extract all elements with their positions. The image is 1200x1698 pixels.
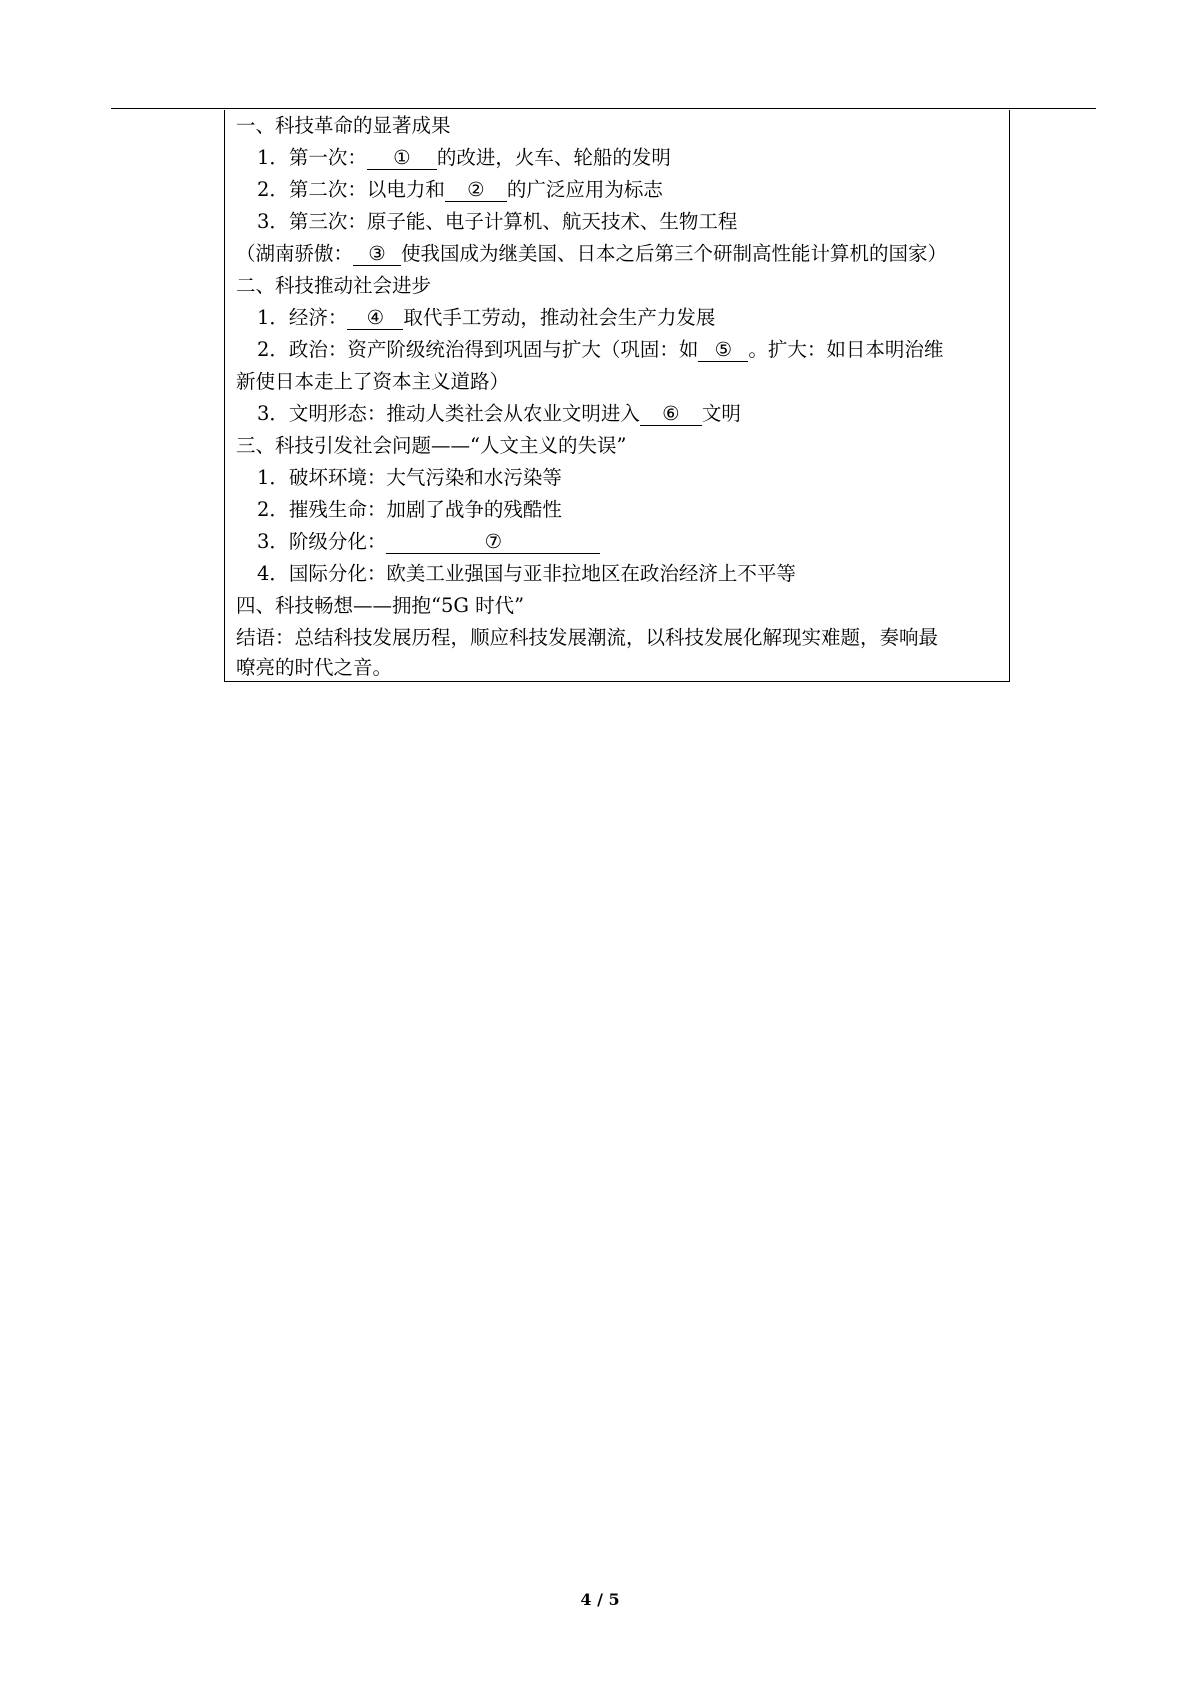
fill-blank: ① bbox=[367, 147, 437, 170]
list-item bbox=[257, 498, 562, 522]
fill-blank: ⑤ bbox=[698, 339, 748, 362]
fill-blank: ⑦ bbox=[386, 531, 600, 554]
note-text: （湖南骄傲： bbox=[236, 242, 354, 265]
list-item bbox=[257, 562, 796, 586]
section-heading: 二、科技推动社会进步 bbox=[236, 274, 432, 297]
item-text: 1．破坏环境：大气污染和水污染等 bbox=[257, 466, 562, 489]
fill-blank: ⑥ bbox=[640, 403, 702, 426]
page-number: 4 / 5 bbox=[580, 1590, 620, 1609]
item-text: 的改进，火车、轮船的发明 bbox=[436, 146, 671, 169]
section-heading: 四、科技畅想——拥抱“5G 时代” bbox=[236, 594, 525, 617]
section-heading: 三、科技引发社会问题——“人文主义的失误” bbox=[236, 434, 627, 457]
list-item bbox=[257, 338, 943, 362]
item-text: 3．第三次：原子能、电子计算机、航天技术、生物工程 bbox=[257, 210, 738, 233]
item-text: 1．第一次： bbox=[257, 146, 367, 169]
list-item-continuation: 新使日本走上了资本主义道路） bbox=[236, 370, 510, 393]
item-text: 。扩大：如日本明治维 bbox=[748, 338, 944, 361]
list-item bbox=[257, 210, 737, 234]
list-item bbox=[257, 466, 562, 490]
conclusion-line: 结语：总结科技发展历程，顺应科技发展潮流，以科技发展化解现实难题，奏响最 bbox=[236, 626, 939, 649]
item-text: 4．国际分化：欧美工业强国与亚非拉地区在政治经济上不平等 bbox=[257, 562, 796, 585]
conclusion-line: 嘹亮的时代之音。 bbox=[236, 656, 393, 679]
list-item bbox=[257, 178, 663, 202]
note-text: 使我国成为继美国、日本之后第三个研制高性能计算机的国家） bbox=[401, 242, 948, 265]
item-text: 文明 bbox=[701, 402, 741, 425]
item-text: 2．摧残生命：加剧了战争的残酷性 bbox=[257, 498, 562, 521]
note-line bbox=[236, 242, 947, 266]
fill-blank: ③ bbox=[353, 243, 401, 266]
item-text: 取代手工劳动，推动社会生产力发展 bbox=[403, 306, 716, 329]
item-text: 3．阶级分化： bbox=[257, 530, 387, 553]
item-text: 3．文明形态：推动人类社会从农业文明进入 bbox=[257, 402, 640, 425]
list-item bbox=[257, 146, 671, 170]
list-item bbox=[257, 402, 741, 426]
item-text: 的广泛应用为标志 bbox=[506, 178, 663, 201]
item-text: 2．政治：资产阶级统治得到巩固与扩大（巩固：如 bbox=[257, 338, 699, 361]
list-item bbox=[257, 306, 715, 330]
item-text: 1．经济： bbox=[257, 306, 348, 329]
section-heading: 一、科技革命的显著成果 bbox=[236, 114, 451, 137]
fill-blank: ② bbox=[445, 179, 507, 202]
item-text: 2．第二次：以电力和 bbox=[257, 178, 445, 201]
fill-blank: ④ bbox=[347, 307, 403, 330]
header-rule bbox=[111, 108, 1096, 109]
list-item bbox=[257, 530, 600, 554]
